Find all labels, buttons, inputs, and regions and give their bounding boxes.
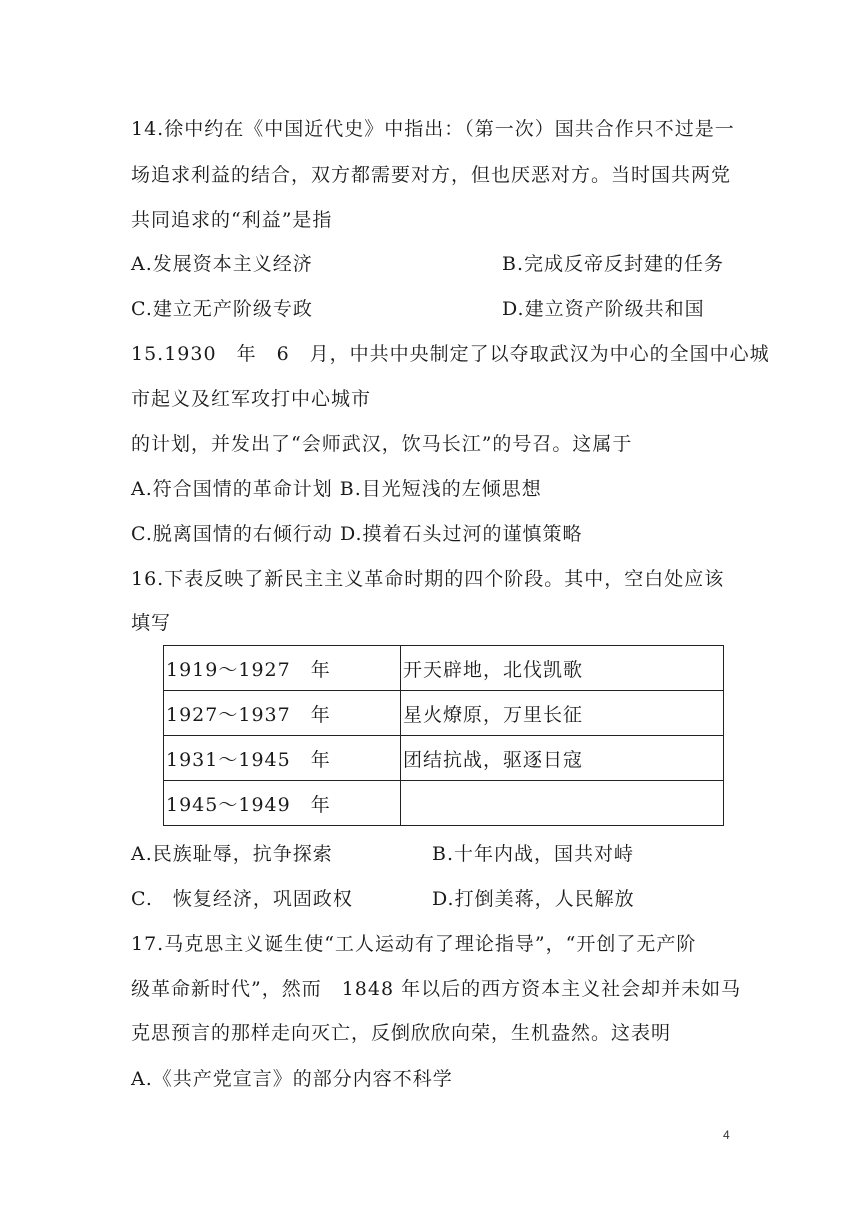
description-cell: 开天辟地，北伐凯歌 — [401, 646, 724, 691]
q14-stem-line-1: 14.徐中约在《中国近代史》中指出：（第一次）国共合作只不过是一 — [131, 118, 735, 140]
table-row — [164, 691, 724, 736]
q14-option-b: B.完成反帝反封建的任务 — [502, 253, 725, 275]
q14-stem-line-2: 场追求利益的结合，双方都需要对方，但也厌恶对方。当时国共两党 — [131, 164, 732, 186]
period-cell: 1945～1949 年 — [164, 781, 401, 826]
q15-stem-line-2: 市起义及红军攻打中心城市 — [131, 388, 372, 410]
period-cell: 1931～1945 年 — [164, 736, 401, 781]
description-cell: 团结抗战，驱逐日寇 — [401, 736, 724, 781]
description-cell: 星火燎原，万里长征 — [401, 691, 724, 736]
q16-option-a: A.民族耻辱，抗争探索 — [131, 843, 333, 865]
revolution-stages-table — [163, 645, 724, 826]
q17-stem-line-2: 级革命新时代”，然而 1848 年以后的西方资本主义社会却并未如马 — [131, 978, 742, 1000]
q14-option-a: A.发展资本主义经济 — [131, 253, 313, 275]
q16-stem-line-1: 16.下表反映了新民主主义革命时期的四个阶段。其中，空白处应该 — [131, 568, 725, 590]
q14-option-d: D.建立资产阶级共和国 — [502, 298, 705, 320]
table-row — [164, 736, 724, 781]
blank-description-cell — [401, 781, 724, 826]
page-number: 4 — [723, 1128, 730, 1142]
q16-stem-line-2: 填写 — [131, 612, 172, 634]
q14-option-c: C.建立无产阶级专政 — [131, 298, 313, 320]
q17-stem-line-3: 克思预言的那样走向灭亡，反倒欣欣向荣，生机盎然。这表明 — [131, 1022, 672, 1044]
q16-option-b: B.十年内战，国共对峙 — [432, 843, 635, 865]
table-row — [164, 781, 724, 826]
q15-options-cd: C.脱离国情的右倾行动 D.摸着石头过河的谨慎策略 — [131, 523, 583, 545]
q15-stem-line-3: 的计划，并发出了“会师武汉，饮马长江”的号召。这属于 — [131, 433, 633, 455]
table-row — [164, 646, 724, 691]
q16-option-d: D.打倒美蒋，人民解放 — [432, 888, 635, 910]
period-cell: 1919～1927 年 — [164, 646, 401, 691]
q17-option-a: A.《共产党宣言》的部分内容不科学 — [131, 1068, 453, 1090]
q15-stem-line-1: 15.1930 年 6 月，中共中央制定了以夺取武汉为中心的全国中心城 — [131, 343, 770, 365]
q17-stem-line-1: 17.马克思主义诞生使“工人运动有了理论指导”，“开创了无产阶 — [131, 933, 697, 955]
q14-stem-line-3: 共同追求的“利益”是指 — [131, 209, 333, 231]
q16-option-c: C. 恢复经济，巩固政权 — [131, 888, 353, 910]
q15-options-ab: A.符合国情的革命计划 B.目光短浅的左倾思想 — [131, 478, 542, 500]
period-cell: 1927～1937 年 — [164, 691, 401, 736]
